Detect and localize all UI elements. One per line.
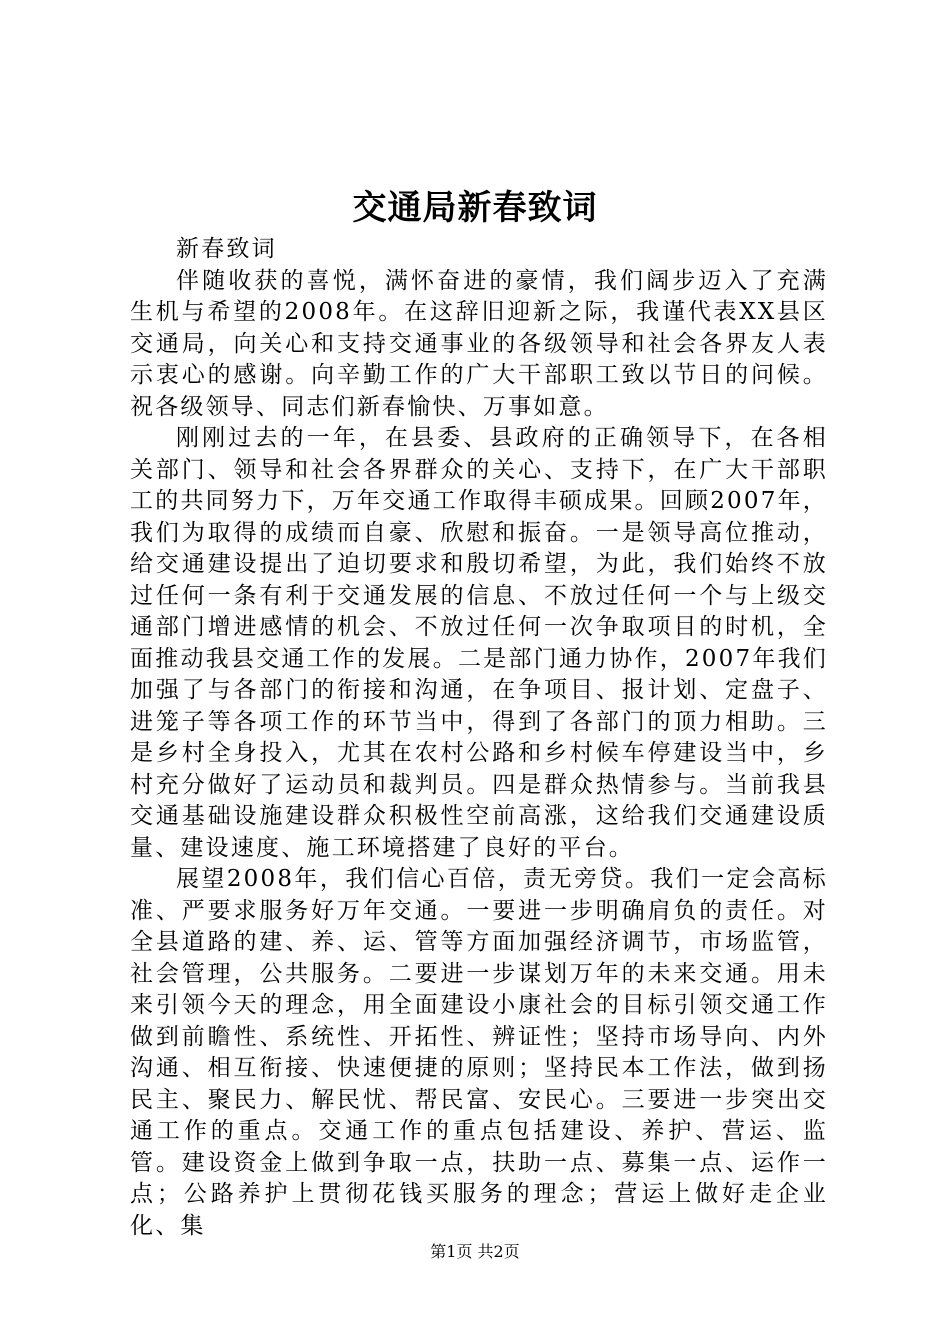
paragraph: 伴随收获的喜悦，满怀奋进的豪情，我们阔步迈入了充满生机与希望的2008年。在这辞旧迎新之际，我谨代表XX县区交通局，向关心和支持交通事业的各级领导和社会各界友人表示衷心的感谢。向辛勤工作的广大干部职工致以节日的问候。祝各级领导、同志们新春愉快、万事如意。 [130,267,828,420]
paragraph: 刚刚过去的一年，在县委、县政府的正确领导下，在各相关部门、领导和社会各界群众的关心、支持下，在广大干部职工的共同努力下，万年交通工作取得丰硕成果。回顾2007年，我们为取得的成绩而自豪、欣慰和振奋。一是领导高位推动，给交通建设提出了迫切要求和殷切希望，为此，我们始终不放过任何一条有利于交通发展的信息、不放过任何一个与上级交通部门增进感情的机会、不放过任何一次争取项目的时机，全面推动我县交通工作的发展。二是部门通力协作，2007年我们加强了与各部门的衔接和沟通，在争项目、报计划、定盘子、进笼子等各项工作的环节当中，得到了各部门的顶力相助。三是乡村全身投入，尤其在农村公路和乡村候车停建设当中，乡村充分做好了运动员和裁判员。四是群众热情参与。当前我县交通基础设施建设群众积极性空前高涨，这给我们交通建设质量、建设速度、施工环境搭建了良好的平台。 [130,425,828,861]
paragraph: 展望2008年，我们信心百倍，责无旁贷。我们一定会高标准、严要求服务好万年交通。一要进一步明确肩负的责任。对全县道路的建、养、运、管等方面加强经济调节，市场监管，社会管理，公共服务。二要进一步谋划万年的未来交通。用未来引领今天的理念，用全面建设小康社会的目标引领交通工作做到前瞻性、系统性、开拓性、辨证性；坚持市场导向、内外沟通、相互衔接、快速便捷的原则；坚持民本工作法，做到扬民主、聚民力、解民忧、帮民富、安民心。三要进一步突出交通工作的重点。交通工作的重点包括建设、养护、营运、监管。建设资金上做到争取一点，扶助一点、募集一点、运作一点；公路养护上贯彻花钱买服务的理念；营运上做好走企业化、集 [130,866,828,1239]
paragraph-heading: 新春致词 [176,236,277,262]
document-body [130,234,828,1242]
page-footer: 第1页 共2页 [430,1242,520,1261]
document-title: 交通局新春致词 [352,188,598,228]
